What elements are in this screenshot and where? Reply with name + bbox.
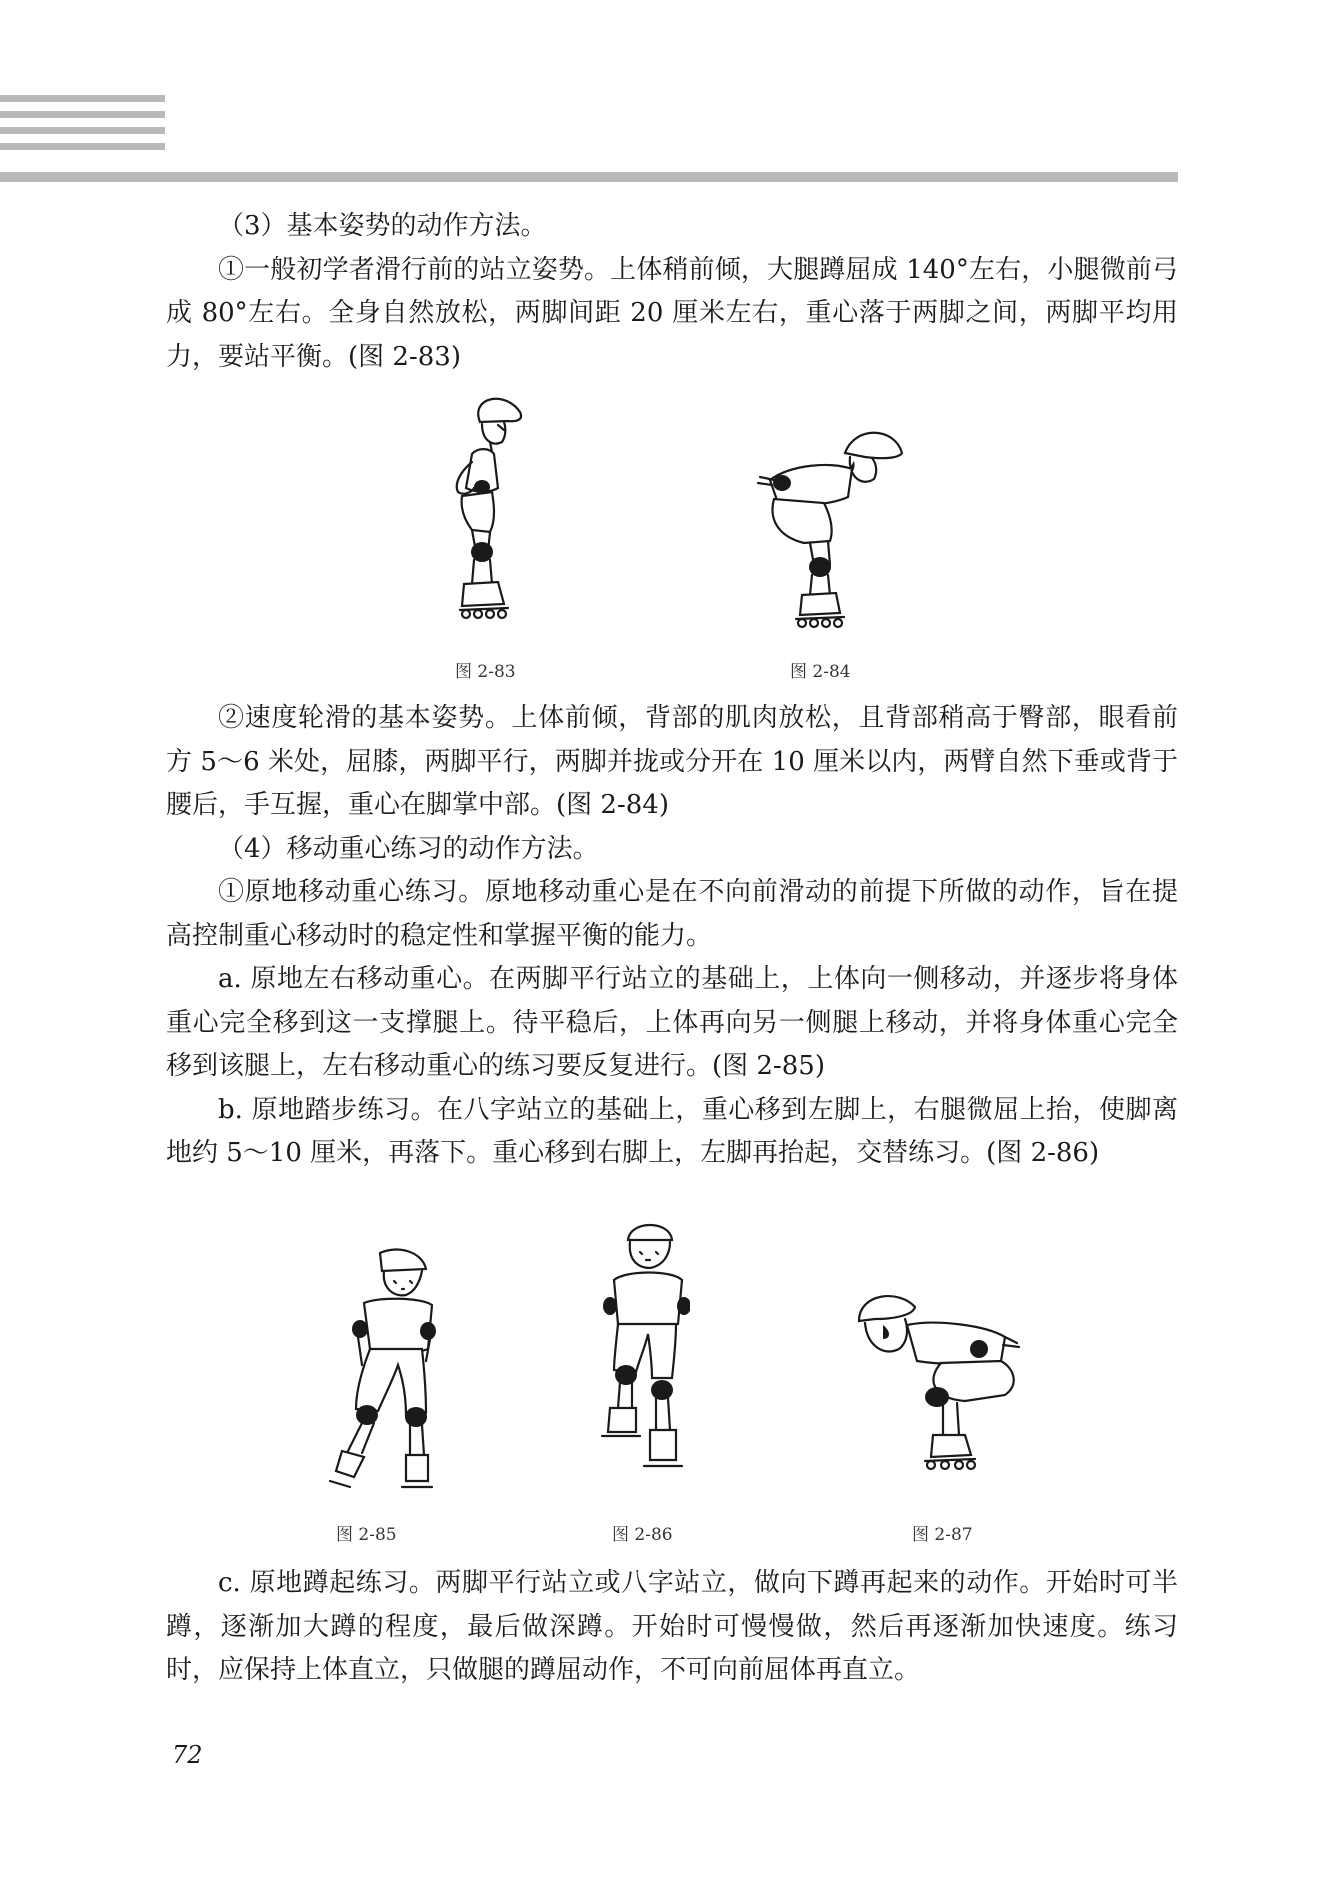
text-block-top — [166, 205, 1178, 379]
paragraph-speed-skating-posture: ②速度轮滑的基本姿势。上体前倾，背部的肌肉放松，且背部稍高于臀部，眼看前方 5～6 米处，屈膝，两脚平行，两脚并拢或分开在 10 厘米以内，两臂自然下垂或背于腰后，手互握，重心在脚掌中部。(图 2-84) — [166, 703, 1178, 820]
figure-caption: 图 2-85 — [336, 1525, 397, 1545]
figure-2-84-image — [730, 425, 910, 630]
paragraph-beginner-stance: ①一般初学者滑行前的站立姿势。上体稍前倾，大腿蹲屈成 140°左右，小腿微前弓成 80°左右。全身自然放松，两脚间距 20 厘米左右，重心落于两脚之间，两脚平均用力，要站平衡。(图 2-83) — [166, 254, 1178, 372]
figure-caption: 图 2-83 — [455, 662, 516, 682]
figure-2-87-image — [855, 1285, 1035, 1490]
figure-caption: 图 2-87 — [912, 1525, 973, 1545]
heading-basic-posture: （3）基本姿势的动作方法。 — [218, 211, 547, 241]
paragraph-stepping: b. 原地踏步练习。在八字站立的基础上，重心移到左脚上，右腿微屈上抬，使脚离地约 5～10 厘米，再落下。重心移到右脚上，左脚再抬起，交替练习。(图 2-86) — [166, 1094, 1178, 1168]
figure-2-86-image — [590, 1220, 690, 1495]
figure-2-85-image — [302, 1245, 447, 1490]
page-number: 72 — [172, 1741, 203, 1769]
paragraph-left-right-shift: a. 原地左右移动重心。在两脚平行站立的基础上，上体向一侧移动，并逐步将身体重心完全移到这一支撑腿上。待平稳后，上体再向另一侧腿上移动，并将身体重心完全移到该腿上，左右移动重心的练习要反复进行。(图 2-85) — [166, 964, 1178, 1081]
header-decoration-lines — [0, 95, 165, 159]
text-block-middle — [166, 697, 1178, 1176]
header-rule — [0, 172, 1178, 182]
text-block-bottom — [166, 1562, 1178, 1693]
figure-caption: 图 2-84 — [790, 662, 851, 682]
figure-caption: 图 2-86 — [612, 1525, 673, 1545]
paragraph-squat-practice: c. 原地蹲起练习。两脚平行站立或八字站立，做向下蹲再起来的动作。开始时可半蹲，逐渐加大蹲的程度，最后做深蹲。开始时可慢慢做，然后再逐渐加快速度。练习时，应保持上体直立，只做腿的蹲屈动作，不可向前屈体再直立。 — [166, 1568, 1178, 1685]
figure-2-83-image — [420, 392, 530, 627]
paragraph-stationary-shift: ①原地移动重心练习。原地移动重心是在不向前滑动的前提下所做的动作，旨在提高控制重心移动时的稳定性和掌握平衡的能力。 — [166, 877, 1178, 951]
heading-weight-shift: （4）移动重心练习的动作方法。 — [218, 833, 599, 864]
